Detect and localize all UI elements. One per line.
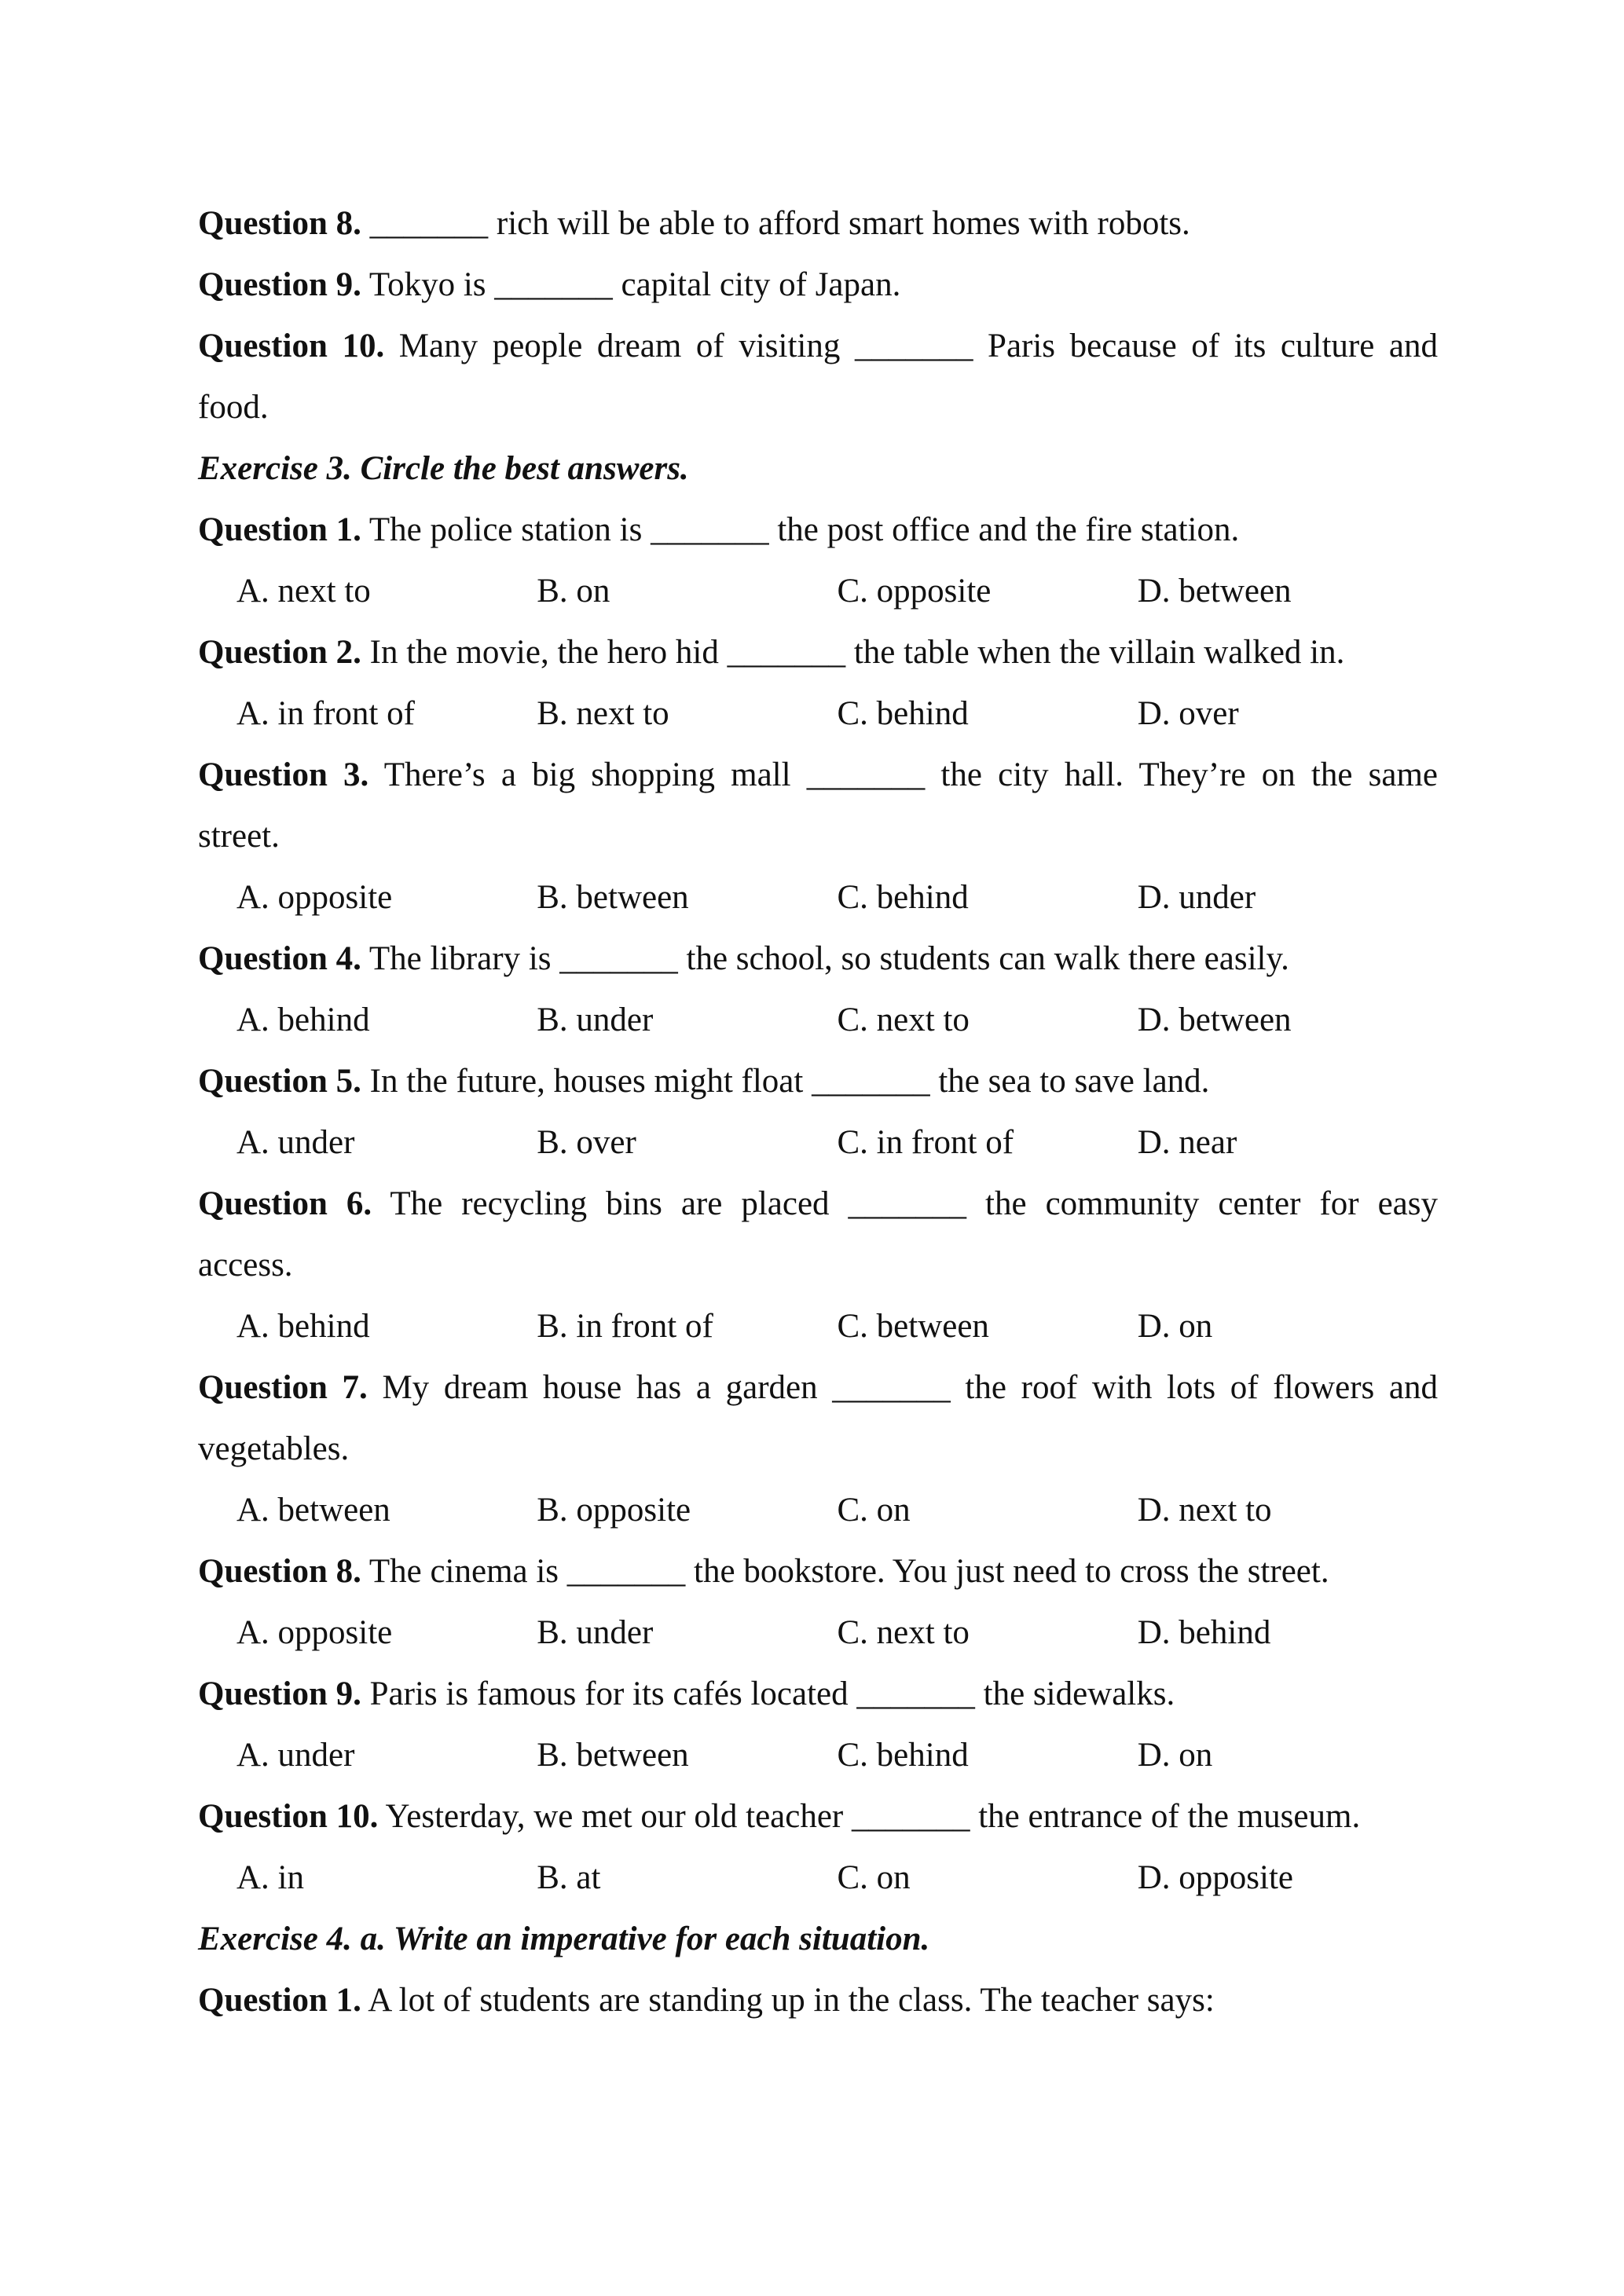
option-d[interactable]: D. between bbox=[1137, 1002, 1292, 1038]
option-d[interactable]: D. under bbox=[1137, 879, 1256, 916]
option-d[interactable]: D. on bbox=[1137, 1737, 1213, 1774]
ex3-q5-options bbox=[198, 1112, 1438, 1174]
question-label: Question 4. bbox=[198, 940, 361, 977]
question-label: Question 6. bbox=[198, 1185, 372, 1222]
option-a[interactable]: A. under bbox=[236, 1737, 355, 1774]
option-d[interactable]: D. behind bbox=[1137, 1614, 1271, 1651]
ex3-q1-options bbox=[198, 561, 1438, 622]
option-c[interactable]: C. on bbox=[837, 1859, 911, 1896]
ex3-question-10 bbox=[198, 1786, 1438, 1847]
option-c[interactable]: C. next to bbox=[837, 1002, 970, 1038]
option-a[interactable]: A. in front of bbox=[236, 695, 415, 732]
ex3-question-3-continuation: street. bbox=[198, 818, 280, 855]
ex3-question-8 bbox=[198, 1541, 1438, 1602]
question-text: In the movie, the hero hid _______ the table when the villain walked in. bbox=[361, 634, 1345, 671]
ex2-question-8 bbox=[198, 193, 1438, 255]
ex2-question-10-continuation: food. bbox=[198, 389, 269, 426]
option-d[interactable]: D. opposite bbox=[1137, 1859, 1294, 1896]
exercise-3-heading: Exercise 3. Circle the best answers. bbox=[198, 450, 689, 487]
question-label: Question 3. bbox=[198, 756, 369, 793]
option-d[interactable]: D. on bbox=[1137, 1308, 1213, 1345]
question-text: Many people dream of visiting _______ Paris because of its culture and bbox=[384, 328, 1438, 364]
ex3-question-3 bbox=[198, 745, 1438, 806]
ex3-q9-options bbox=[198, 1725, 1438, 1786]
question-text: Tokyo is _______ capital city of Japan. bbox=[361, 266, 901, 303]
ex3-question-5 bbox=[198, 1051, 1438, 1112]
question-text: My dream house has a garden _______ the roof with lots of flowers and bbox=[367, 1369, 1438, 1406]
option-a[interactable]: A. opposite bbox=[236, 1614, 393, 1651]
option-c[interactable]: C. opposite bbox=[837, 573, 992, 610]
question-text: There’s a big shopping mall _______ the city hall. They’re on the same bbox=[368, 756, 1438, 793]
option-a[interactable]: A. opposite bbox=[236, 879, 393, 916]
option-c[interactable]: C. between bbox=[837, 1308, 989, 1345]
question-label: Question 10. bbox=[198, 328, 385, 364]
option-c[interactable]: C. behind bbox=[837, 695, 969, 732]
question-label: Question 9. bbox=[198, 1675, 361, 1712]
question-label: Question 8. bbox=[198, 1553, 361, 1590]
option-c[interactable]: C. on bbox=[837, 1492, 911, 1529]
question-label: Question 1. bbox=[198, 511, 361, 548]
ex3-question-2 bbox=[198, 622, 1438, 683]
ex3-question-4 bbox=[198, 928, 1438, 990]
question-label: Question 8. bbox=[198, 205, 361, 242]
ex3-q7-options bbox=[198, 1480, 1438, 1541]
option-b[interactable]: B. under bbox=[537, 1614, 654, 1651]
ex3-question-6-continuation: access. bbox=[198, 1247, 293, 1283]
option-c[interactable]: C. next to bbox=[837, 1614, 970, 1651]
ex3-question-9 bbox=[198, 1664, 1438, 1725]
option-b[interactable]: B. over bbox=[537, 1124, 636, 1161]
option-c[interactable]: C. behind bbox=[837, 879, 969, 916]
option-b[interactable]: B. under bbox=[537, 1002, 654, 1038]
ex3-q2-options bbox=[198, 683, 1438, 745]
option-c[interactable]: C. behind bbox=[837, 1737, 969, 1774]
option-d[interactable]: D. next to bbox=[1137, 1492, 1272, 1529]
question-label: Question 5. bbox=[198, 1063, 361, 1100]
question-label: Question 1. bbox=[198, 1982, 361, 2019]
option-b[interactable]: B. next to bbox=[537, 695, 669, 732]
option-b[interactable]: B. in front of bbox=[537, 1308, 713, 1345]
question-text: A lot of students are standing up in the class. The teacher says: bbox=[361, 1982, 1215, 2019]
option-a[interactable]: A. between bbox=[236, 1492, 390, 1529]
ex3-q4-options bbox=[198, 990, 1438, 1051]
question-text: Yesterday, we met our old teacher _______ the entrance of the museum. bbox=[378, 1798, 1361, 1835]
option-b[interactable]: B. on bbox=[537, 573, 610, 610]
question-text: Paris is famous for its cafés located _______ the sidewalks. bbox=[361, 1675, 1175, 1712]
question-label: Question 7. bbox=[198, 1369, 368, 1406]
option-a[interactable]: A. next to bbox=[236, 573, 371, 610]
option-a[interactable]: A. behind bbox=[236, 1308, 370, 1345]
option-a[interactable]: A. behind bbox=[236, 1002, 370, 1038]
exercise-4-heading: Exercise 4. a. Write an imperative for each situation. bbox=[198, 1921, 930, 1957]
option-b[interactable]: B. between bbox=[537, 879, 689, 916]
question-text: The cinema is _______ the bookstore. You just need to cross the street. bbox=[361, 1553, 1329, 1590]
ex3-question-1 bbox=[198, 500, 1438, 561]
option-a[interactable]: A. under bbox=[236, 1124, 355, 1161]
option-b[interactable]: B. at bbox=[537, 1859, 601, 1896]
option-c[interactable]: C. in front of bbox=[837, 1124, 1014, 1161]
option-d[interactable]: D. near bbox=[1137, 1124, 1237, 1161]
ex3-q8-options bbox=[198, 1602, 1438, 1664]
ex4-question-1 bbox=[198, 1970, 1438, 2031]
worksheet-page bbox=[198, 193, 1438, 2031]
question-label: Question 10. bbox=[198, 1798, 379, 1835]
option-b[interactable]: B. opposite bbox=[537, 1492, 691, 1529]
question-label: Question 9. bbox=[198, 266, 361, 303]
option-d[interactable]: D. over bbox=[1137, 695, 1239, 732]
question-text: The recycling bins are placed _______ the community center for easy bbox=[372, 1185, 1438, 1222]
ex3-q6-options bbox=[198, 1296, 1438, 1357]
ex2-question-9 bbox=[198, 255, 1438, 316]
ex3-q10-options bbox=[198, 1847, 1438, 1909]
question-text: The police station is _______ the post office and the fire station. bbox=[361, 511, 1240, 548]
ex3-question-7-continuation: vegetables. bbox=[198, 1430, 350, 1467]
ex3-q3-options bbox=[198, 867, 1438, 928]
ex3-question-7 bbox=[198, 1357, 1438, 1419]
question-label: Question 2. bbox=[198, 634, 361, 671]
question-text: The library is _______ the school, so students can walk there easily. bbox=[361, 940, 1289, 977]
option-b[interactable]: B. between bbox=[537, 1737, 689, 1774]
question-text: _______ rich will be able to afford smart homes with robots. bbox=[361, 205, 1190, 242]
ex2-question-10 bbox=[198, 316, 1438, 377]
option-d[interactable]: D. between bbox=[1137, 573, 1292, 610]
option-a[interactable]: A. in bbox=[236, 1859, 304, 1896]
ex3-question-6 bbox=[198, 1174, 1438, 1235]
question-text: In the future, houses might float _______ the sea to save land. bbox=[361, 1063, 1210, 1100]
